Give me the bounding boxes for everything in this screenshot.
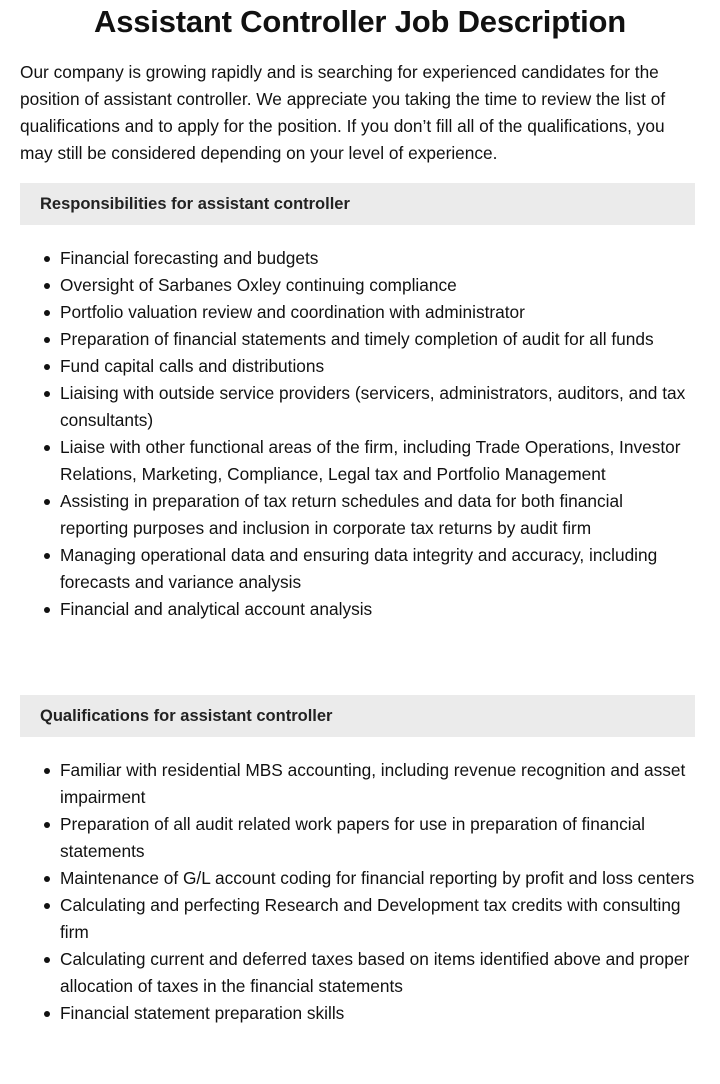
list-item: Assisting in preparation of tax return schedules and data for both financial reporting purposes and inclusion in corporate tax returns by audit firm <box>60 488 695 542</box>
list-item: Calculating and perfecting Research and Development tax credits with consulting firm <box>60 892 695 946</box>
list-item: Financial and analytical account analysis <box>60 596 695 623</box>
list-item: Preparation of all audit related work papers for use in preparation of financial statements <box>60 811 695 865</box>
list-item: Managing operational data and ensuring data integrity and accuracy, including forecasts and variance analysis <box>60 542 695 596</box>
list-item: Oversight of Sarbanes Oxley continuing compliance <box>60 272 695 299</box>
qualifications-list <box>20 757 695 1027</box>
list-item: Liaise with other functional areas of the firm, including Trade Operations, Investor Relations, Marketing, Compliance, Legal tax and Portfolio Management <box>60 434 695 488</box>
list-item: Calculating current and deferred taxes based on items identified above and proper allocation of taxes in the financial statements <box>60 946 695 1000</box>
list-item: Financial statement preparation skills <box>60 1000 695 1027</box>
list-item: Preparation of financial statements and timely completion of audit for all funds <box>60 326 695 353</box>
list-item: Fund capital calls and distributions <box>60 353 695 380</box>
list-item: Liaising with outside service providers (servicers, administrators, auditors, and tax consultants) <box>60 380 695 434</box>
list-item: Familiar with residential MBS accounting, including revenue recognition and asset impairment <box>60 757 695 811</box>
qualifications-heading: Qualifications for assistant controller <box>20 695 695 737</box>
list-item: Maintenance of G/L account coding for financial reporting by profit and loss centers <box>60 865 695 892</box>
intro-paragraph: Our company is growing rapidly and is searching for experienced candidates for the position of assistant controller. We appreciate you taking the time to review the list of qualifications and to apply for the position. If you don’t fill all of the qualifications, you may still be considered depending on your level of experience. <box>20 62 666 163</box>
page-title: Assistant Controller Job Description <box>94 4 626 39</box>
responsibilities-heading: Responsibilities for assistant controller <box>20 183 695 225</box>
responsibilities-list <box>20 245 695 623</box>
list-item: Portfolio valuation review and coordination with administrator <box>60 299 695 326</box>
list-item: Financial forecasting and budgets <box>60 245 695 272</box>
